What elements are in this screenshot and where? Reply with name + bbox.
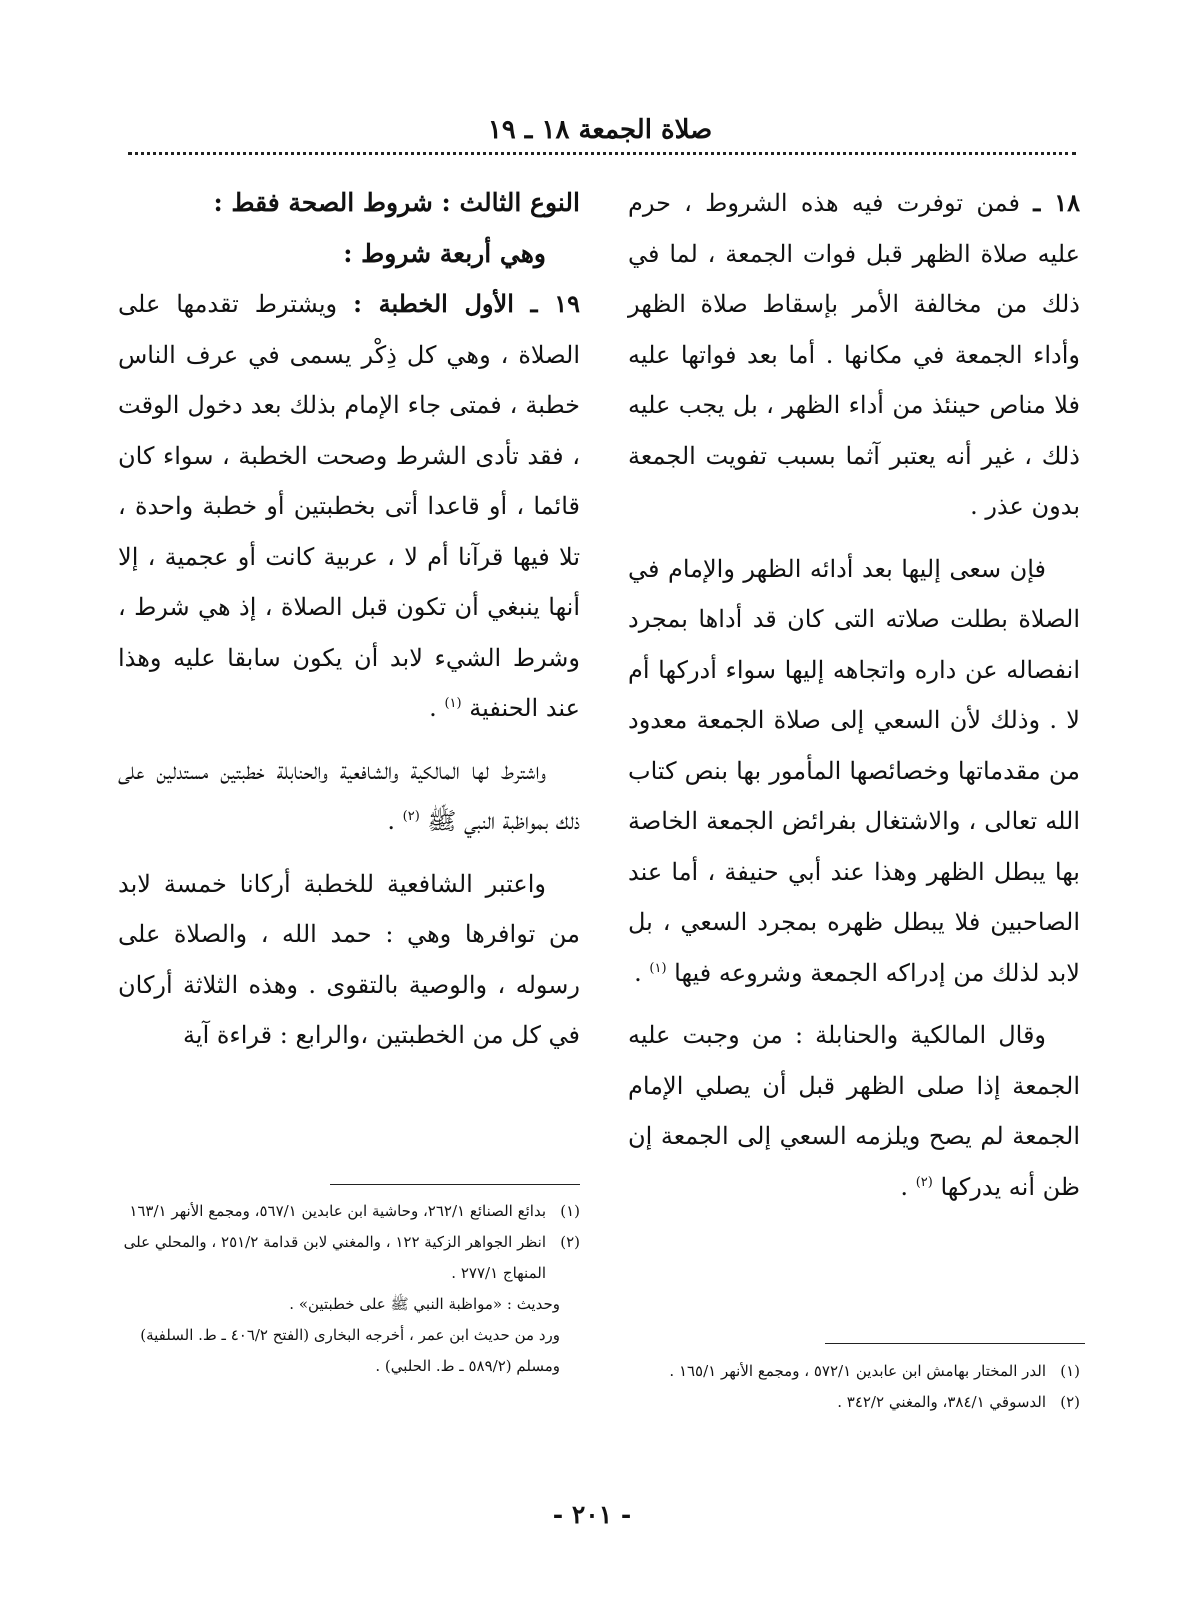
- period: .: [387, 807, 395, 835]
- page-header-title: صلاة الجمعة ١٨ ـ ١٩: [487, 115, 713, 145]
- footnotes-right: [628, 1356, 1080, 1418]
- footnote-text: الدر المختار بهامش ابن عابدين ٥٧٢/١ ، ومجمع الأنهر ١٦٥/١ .: [669, 1362, 1046, 1380]
- footnote-mark: (١): [560, 1202, 580, 1220]
- page-number: - ٢٠١ -: [552, 1500, 632, 1529]
- paragraph-text: وقال المالكية والحنابلة : من وجبت عليه الجمعة إذا صلى الظهر قبل أن يصلي الإمام الجمعة لم يصح ويلزمه السعي إلى الجمعة إن ظن أنه يدركها: [628, 1021, 1081, 1201]
- footnote-text: ورد من حديث ابن عمر ، أخرجه البخارى (الفتح ٤٠٦/٢ ـ ط. السلفية) ومسلم (٥٨٩/٢ ـ ط. الحلبي) .: [140, 1326, 560, 1375]
- right-column: [628, 178, 1080, 1224]
- paragraph-text: فمن توفرت فيه هذه الشروط ، حرم عليه صلاة الظهر قبل فوات الجمعة ، لما في ذلك من مخالفة الأمر بإسقاط صلاة الظهر وأداء الجمعة في مكانها . أما بعد فواتها عليه فلا مناص حينئذ من أداء الظهر ، بل يجب عليه ذلك ، غير أنه يعتبر آثما بسبب تفويت الجمعة بدون عذر .: [628, 189, 1080, 520]
- footnote-text: وحديث : «مواظبة النبي ﷺ على خطبتين» .: [289, 1295, 560, 1313]
- footnotes-left: [118, 1196, 580, 1382]
- footnote-mark: (٢): [1060, 1393, 1080, 1411]
- paragraph-19: [118, 279, 580, 734]
- paragraph-18: [628, 178, 1080, 532]
- footnote-rule-left: [330, 1184, 580, 1185]
- footnote-text: بدائع الصنائع ٢٦٢/١، وحاشية ابن عابدين ٥٦٧/١، ومجمع الأنهر ١٦٣/١: [129, 1202, 546, 1220]
- paragraph-text: واشترط لها المالكية والشافعية والحنابلة خطبتين مستدلين على ذلك بمواظبة النبي ﷺ: [118, 756, 580, 835]
- footnote-rule-right: [825, 1343, 1085, 1344]
- paragraph-text: فإن سعى إليها بعد أدائه الظهر والإمام في الصلاة بطلت صلاته التى كان قد أداها بمجرد انفصاله عن داره واتجاهه إليها سواء أدركها أم لا . وذلك لأن السعي إلى صلاة الجمعة معدود من مقدماتها وخصائصها المأمور بها بنص كتاب الله تعالى ، والاشتغال بفرائض الجمعة الخاصة بها يبطل الظهر وهذا عند أبي حنيفة ، أما عند الصاحبين فلا يبطل ظهره بمجرد السعي ، بل لابد لذلك من إدراكه الجمعة وشروعه فيها: [628, 554, 1080, 987]
- footnote-mark: (٢): [560, 1233, 580, 1251]
- paragraph-text: ويشترط تقدمها على الصلاة ، وهي كل ذِكْر يسمى في عرف الناس خطبة ، فمتى جاء الإمام بذلك بعد دخول الوقت ، فقد تأدى الشرط وصحت الخطبة ، سواء كان قائما ، أو قاعدا أتى بخطبتين أو خطبة واحدة ، تلا فيها قرآنا أم لا ، عربية كانت أو عجمية ، إلا أنها ينبغي أن تكون قبل الصلاة ، إذ هي شرط ، وشرط الشيء لابد أن يكون سابقا عليه وهذا عند الحنفية: [118, 290, 580, 722]
- section-number-19: ١٩ ـ الأول الخطبة :: [353, 289, 580, 318]
- period: .: [634, 958, 642, 987]
- footnote-text: انظر الجواهر الزكية ١٢٢ ، والمغني لابن قدامة ٢٥١/٢ ، والمحلي على المنهاج ٢٧٧/١ .: [123, 1233, 546, 1282]
- footnote-ref: (١): [649, 960, 667, 976]
- footnote-item: [118, 1227, 580, 1289]
- footnote-ref: (٢): [915, 1174, 933, 1190]
- footnote-continuation: [118, 1289, 580, 1320]
- period: .: [900, 1172, 909, 1201]
- footnote-item: [628, 1356, 1080, 1387]
- footnote-text: الدسوقي ٣٨٤/١، والمغني ٣٤٢/٢ .: [837, 1393, 1046, 1411]
- footnote-item: [628, 1387, 1080, 1418]
- section-heading: النوع الثالث : شروط الصحة فقط :: [213, 188, 580, 217]
- footnote-ref: (٢): [402, 809, 420, 824]
- header-dotted-rule: [128, 152, 1076, 155]
- footnote-continuation: [118, 1320, 580, 1382]
- period: .: [429, 694, 437, 722]
- paragraph-khutbatayn: [118, 746, 580, 847]
- footnote-item: [118, 1196, 580, 1227]
- footnote-mark: (١): [1060, 1362, 1080, 1380]
- left-column: [118, 178, 580, 1073]
- section-number-18: ١٨ ـ: [1033, 188, 1080, 217]
- paragraph-text: واعتبر الشافعية للخطبة أركانا خمسة لابد من توافرها وهي : حمد الله ، والصلاة على رسوله ، والوصية بالتقوى . وهذه الثلاثة أركان في كل من الخطبتين ،والرابع : قراءة آية: [118, 869, 580, 1049]
- paragraph-sai: [628, 544, 1080, 999]
- section-subheading: وهي أربعة شروط :: [343, 238, 546, 268]
- paragraph-malikiyya: [628, 1010, 1080, 1212]
- footnote-ref: (١): [444, 696, 462, 711]
- paragraph-arkan: [118, 859, 580, 1061]
